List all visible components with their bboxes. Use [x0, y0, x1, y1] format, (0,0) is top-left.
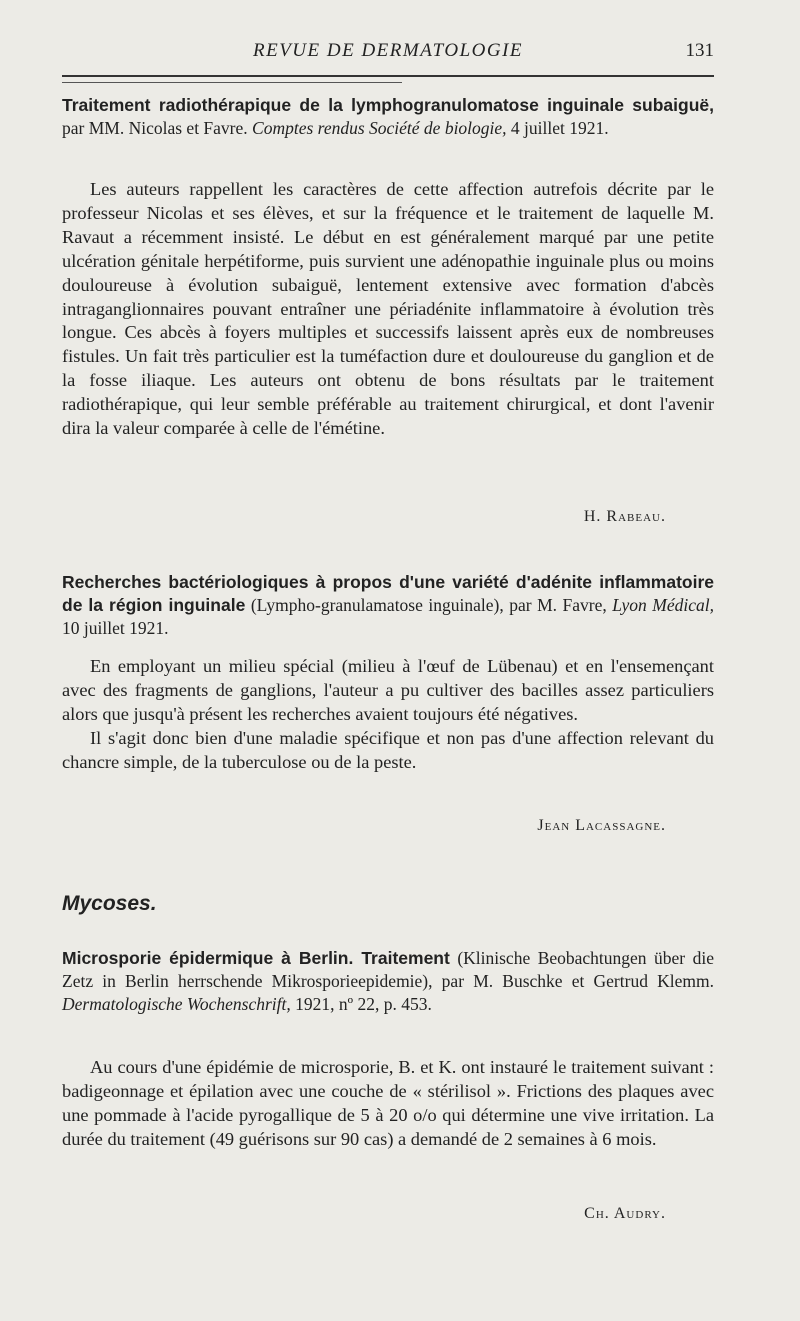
article-3-sign [62, 1205, 714, 1223]
running-title: REVUE DE DERMATOLOGIE [252, 40, 524, 61]
page-number: 131 [685, 40, 714, 61]
article-2-date: 10 juillet 1921. [62, 618, 169, 638]
article-3 [62, 947, 714, 1016]
article-3-signature: Ch. Audry. [584, 1205, 666, 1222]
article-1 [62, 94, 714, 140]
header-rule-short [62, 82, 402, 83]
article-3-heading [62, 947, 714, 1016]
article-2 [62, 571, 714, 640]
article-1-authors: par MM. Nicolas et Favre. [62, 118, 248, 138]
article-2-body-1: En employant un milieu spécial (milieu à l'œuf de Lübenau) et en l'ensemençant avec des fragments de ganglions, l'auteur a pu cultiver des bacilles assez particuliers alors que jusqu'à présent les recherches avaient toujours été négatives. [62, 656, 714, 724]
page-header [62, 40, 714, 68]
article-1-sign [62, 508, 714, 526]
article-1-heading [62, 94, 714, 140]
article-3-date: 1921, nº 22, p. 453. [290, 994, 432, 1014]
article-1-date: 4 juillet 1921. [506, 118, 609, 138]
article-3-body: Au cours d'une épidémie de microsporie, B. et K. ont instauré le traitement suivant : badigeonnage et épilation avec une couche de « stérilisol ». Frictions des plaques avec une pommade à l'acide pyrogallique de 5 à 20 o/o qui détermine une vive irritation. La durée du traitement (49 guérisons sur 90 cas) a demandé de 2 semaines à 6 mois. [62, 1057, 714, 1149]
article-2-ref: Lyon Médical, [606, 595, 715, 615]
article-1-title: Traitement radiothérapique de la lymphogranulomatose inguinale subaiguë, [62, 95, 714, 115]
article-3-text [62, 1056, 714, 1152]
section-heading: Mycoses. [62, 892, 157, 915]
article-2-signature: Jean Lacassagne. [537, 817, 666, 834]
article-1-signature: H. Rabeau. [583, 508, 666, 525]
article-3-ref: Dermatologische Wochenschrift, [62, 994, 291, 1014]
article-3-title: Microsporie épidermique à Berlin. Traitement [62, 948, 450, 968]
article-2-sign [62, 817, 714, 835]
article-1-body: Les auteurs rappellent les caractères de cette affection autrefois décrite par le professeur Nicolas et ses élèves, et sur la fréquence et le traitement de laquelle M. Ravaut a récemment insisté. Le début en est généralement marqué par une petite ulcération génitale herpétiforme, puis survient une adénopathie inguinale plus ou moins douloureuse à évolution subaiguë, lentement extensive avec formation d'abcès intraganglionnaires pouvant entraîner une périadénite inflammatoire à évolution très longue. Ces abcès à foyers multiples et successifs laissent après eux de nombreuses fistules. Un fait très particulier est la tuméfaction dure et douloureuse du ganglion et de la fosse iliaque. Les auteurs ont obtenu de bons résultats par le traitement radiothérapique, qui leur semble préférable au traitement chirurgical, et dont l'avenir dira la valeur comparée à celle de l'émétine. [62, 179, 714, 439]
section-mycoses [62, 892, 714, 916]
article-2-subtitle: (Lympho-granulamatose inguinale), par M. Favre, [245, 595, 607, 615]
article-2-title: Recherches bactériologiques à propos d'une variété d'adénite inflammatoire de la région inguinale [62, 572, 714, 615]
article-1-text [62, 178, 714, 441]
article-1-ref: Comptes rendus Société de biologie, [247, 118, 507, 138]
header-rule [62, 75, 714, 77]
article-2-heading [62, 571, 714, 640]
article-2-text [62, 655, 714, 775]
article-3-subtitle: (Klinische Beobachtungen über die Zetz in Berlin herrschende Mikrosporieepidemie), par M. Buschke et Gertrud Klemm. [62, 948, 714, 991]
article-2-body-2: Il s'agit donc bien d'une maladie spécifique et non pas d'une affection relevant du chancre simple, de la tuberculose ou de la peste. [62, 727, 714, 772]
